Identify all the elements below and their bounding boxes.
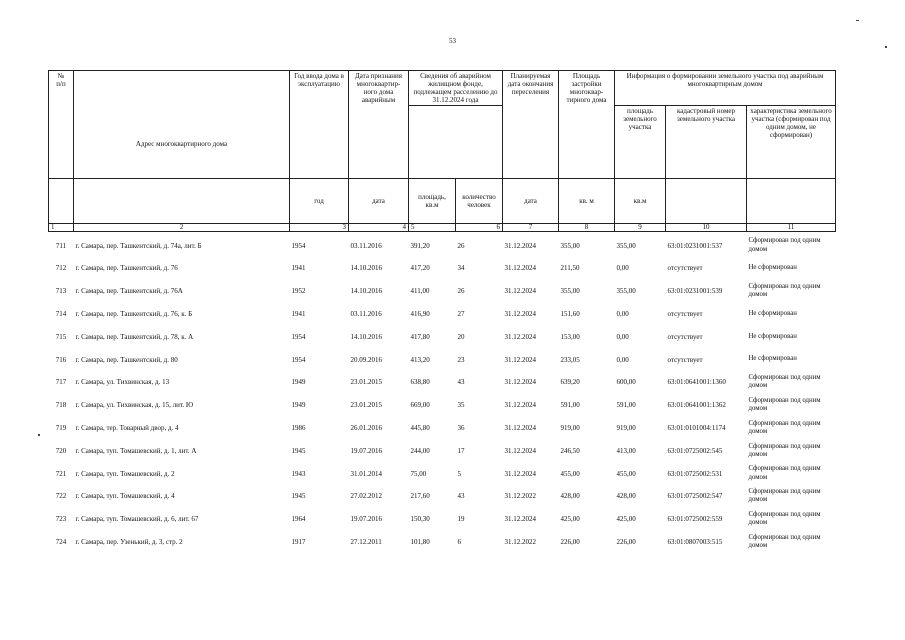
cell-cadastral-number: 63:01:0641001:1362: [667, 401, 726, 410]
cell-land-area: 355,00: [616, 241, 636, 250]
cell-year: 1986: [291, 423, 306, 432]
cell-cadastral-number: отсутствует: [667, 264, 703, 273]
cell-number: 720: [55, 446, 67, 455]
cell-year: 1941: [291, 309, 306, 318]
cell-planned-date: 31.12.2024: [504, 378, 537, 387]
header-col-address: Адрес многоквартирного дома: [74, 71, 290, 179]
cell-address: г. Самара, туп. Томашевский, д. 2: [75, 469, 175, 478]
header-unit-empty: [49, 179, 74, 224]
cell-recognition-date: 27.02.2012: [350, 492, 382, 501]
cell-area: 101,80: [410, 537, 430, 546]
table-row: [49, 348, 836, 371]
cell-address: г. Самара, тер. Товарный двор, д. 4: [75, 423, 179, 432]
cell-land-area: 919,00: [616, 423, 636, 432]
cell-land-status: Не сформирован: [748, 264, 797, 272]
cell-people-count: 26: [457, 241, 465, 250]
cell-land-status: Сформирован под одним домом: [748, 533, 821, 549]
cell-planned-date: 31.12.2024: [504, 309, 537, 318]
cell-year: 1952: [291, 287, 306, 296]
cell-land-status: Сформирован под одним домом: [748, 419, 821, 435]
cell-planned-date: 31.12.2022: [504, 537, 537, 546]
cell-area: 416,90: [410, 309, 430, 318]
cell-area: 413,20: [410, 355, 430, 364]
cell-area: 638,80: [410, 378, 430, 387]
table-row: [49, 325, 836, 348]
table-row: [49, 303, 836, 326]
table-row: [49, 508, 836, 531]
cell-planned-date: 31.12.2024: [504, 446, 537, 455]
header-col-recognition-date: Дата признания многоквартир-ного дома аварийным: [349, 71, 409, 179]
header-unit-sqm: кв. м: [559, 179, 615, 224]
table-row: [49, 394, 836, 417]
column-number: 8: [559, 224, 615, 232]
cell-cadastral-number: 63:01:0725002:531: [667, 469, 723, 478]
cell-year: 1964: [291, 515, 306, 524]
cell-area: 417,80: [410, 332, 430, 341]
cell-building-area: 226,00: [560, 537, 580, 546]
cell-year: 1954: [291, 332, 306, 341]
cell-number: 713: [55, 287, 67, 296]
header-col-planned-date: Планируемая дата окончания переселения: [503, 71, 559, 179]
cell-address: г. Самара, туп. Томашевский, д. 6, лит. 67: [75, 515, 199, 524]
cell-year: 1943: [291, 469, 306, 478]
cell-address: г. Самара, туп. Томашевский, д. 4: [75, 492, 175, 501]
cell-land-status: Сформирован под одним домом: [748, 237, 821, 253]
cell-people-count: 35: [457, 401, 465, 410]
cell-building-area: 153,00: [560, 332, 580, 341]
cell-building-area: 428,00: [560, 492, 580, 501]
cell-land-status: Сформирован под одним домом: [748, 397, 821, 413]
cell-number: 722: [55, 492, 67, 501]
cell-recognition-date: 19.07.2016: [350, 446, 382, 455]
header-col-cadastral: кадастровый номер земельного участка: [666, 106, 747, 179]
cell-year: 1917: [291, 537, 306, 546]
table-row: [49, 531, 836, 554]
cell-area: 669,00: [410, 401, 430, 410]
cell-year: 1949: [291, 401, 306, 410]
cell-number: 716: [55, 355, 67, 364]
cell-cadastral-number: отсутствует: [667, 355, 703, 364]
cell-planned-date: 31.12.2024: [504, 332, 537, 341]
header-col-no: № п/п: [49, 71, 74, 179]
cell-year: 1941: [291, 264, 306, 273]
cell-people-count: 6: [457, 537, 461, 546]
cell-planned-date: 31.12.2024: [504, 287, 537, 296]
cell-land-status: Сформирован под одним домом: [748, 488, 821, 504]
table-header: [49, 71, 836, 232]
table-row: [49, 257, 836, 280]
cell-people-count: 5: [457, 469, 461, 478]
cell-building-area: 151,60: [560, 309, 580, 318]
cell-land-status: Не сформирован: [748, 332, 797, 340]
cell-cadastral-number: 63:01:0725002:559: [667, 515, 723, 524]
column-number-row: [49, 224, 836, 232]
cell-address: г. Самара, пер. Ташкентский, д. 76, к. Б: [75, 309, 193, 318]
table-row: [49, 485, 836, 508]
cell-planned-date: 31.12.2024: [504, 423, 537, 432]
cell-people-count: 26: [457, 287, 465, 296]
cell-year: 1945: [291, 492, 306, 501]
table-row: [49, 371, 836, 394]
cell-land-status: Не сформирован: [748, 355, 797, 363]
cell-planned-date: 31.12.2024: [504, 401, 537, 410]
cell-area: 411,00: [410, 287, 430, 296]
cell-building-area: 246,50: [560, 446, 580, 455]
cell-number: 711: [55, 241, 67, 250]
cell-number: 721: [55, 469, 67, 478]
cell-land-status: Не сформирован: [748, 309, 797, 317]
cell-address: г. Самара, туп. Томашевский, д. 1, лит. А: [75, 446, 197, 455]
cell-building-area: 211,50: [560, 264, 580, 273]
cell-area: 417,20: [410, 264, 430, 273]
cell-cadastral-number: 63:01:0641001:1360: [667, 378, 726, 387]
column-number: 7: [503, 224, 559, 232]
column-number: 11: [747, 224, 836, 232]
cell-recognition-date: 31.01.2014: [350, 469, 382, 478]
cell-land-area: 0,00: [616, 355, 629, 364]
cell-cadastral-number: 63:01:0725002:547: [667, 492, 723, 501]
cell-area: 75,00: [410, 469, 427, 478]
cell-people-count: 19: [457, 515, 465, 524]
cell-land-status: Сформирован под одним домом: [748, 374, 821, 390]
cell-cadastral-number: отсутствует: [667, 309, 703, 318]
cell-recognition-date: 03.11.2016: [350, 241, 382, 250]
header-unit-empty: [666, 179, 747, 224]
cell-recognition-date: 23.01.2015: [350, 401, 382, 410]
cell-cadastral-number: 63:01:0807003:515: [667, 537, 723, 546]
column-number: 3: [290, 224, 349, 232]
cell-land-area: 0,00: [616, 309, 629, 318]
cell-address: г. Самара, ул. Тихвинская, д. 15, лит. Ю: [75, 401, 194, 410]
cell-number: 718: [55, 401, 67, 410]
cell-planned-date: 31.12.2024: [504, 469, 537, 478]
cell-recognition-date: 26.01.2016: [350, 423, 382, 432]
cell-people-count: 34: [457, 264, 465, 273]
cell-recognition-date: 14.10.2016: [350, 332, 382, 341]
cell-address: г. Самара, пер. Ташкентский, д. 80: [75, 355, 178, 364]
table-row: [49, 462, 836, 485]
column-number: 9: [615, 224, 666, 232]
cell-number: 714: [55, 309, 67, 318]
cell-number: 719: [55, 423, 67, 432]
table-row: [49, 232, 836, 257]
cell-year: 1949: [291, 378, 306, 387]
cell-land-area: 428,00: [616, 492, 636, 501]
column-number: 5: [409, 224, 456, 232]
cell-number: 715: [55, 332, 67, 341]
header-unit-empty: [74, 179, 290, 224]
cell-area: 150,30: [410, 515, 430, 524]
header-unit-date: дата: [349, 179, 409, 224]
cell-building-area: 639,20: [560, 378, 580, 387]
cell-year: 1954: [291, 355, 306, 364]
cell-cadastral-number: 63:01:0231001:539: [667, 287, 723, 296]
cell-area: 244,00: [410, 446, 430, 455]
cell-recognition-date: 19.07.2016: [350, 515, 382, 524]
cell-people-count: 27: [457, 309, 465, 318]
cell-planned-date: 31.12.2024: [504, 241, 537, 250]
cell-address: г. Самара, пер. Ташкентский, д. 76: [75, 264, 178, 273]
cell-land-area: 591,00: [616, 401, 636, 410]
header-unit-sqm2: кв.м: [615, 179, 666, 224]
cell-land-area: 455,00: [616, 469, 636, 478]
cell-number: 717: [55, 378, 67, 387]
cell-cadastral-number: 63:01:0725002:545: [667, 446, 723, 455]
table-body: [49, 232, 836, 554]
header-col-building-area: Площадь застройки многоквар-тирного дома: [559, 71, 615, 179]
cell-number: 724: [55, 537, 67, 546]
page-number: 53: [449, 37, 456, 45]
cell-people-count: 23: [457, 355, 465, 364]
cell-land-area: 413,00: [616, 446, 636, 455]
cell-recognition-date: 14.10.2016: [350, 264, 382, 273]
cell-building-area: 233,05: [560, 355, 580, 364]
header-unit-year: год: [290, 179, 349, 224]
cell-building-area: 425,00: [560, 515, 580, 524]
cell-building-area: 355,00: [560, 241, 580, 250]
cell-address: г. Самара, пер. Ташкентский, д. 76А: [75, 287, 183, 296]
cell-recognition-date: 14.10.2016: [350, 287, 382, 296]
cell-recognition-date: 20.09.2016: [350, 355, 382, 364]
cell-recognition-date: 27.12.2011: [350, 537, 382, 546]
cell-address: г. Самара, ул. Тихвинская, д. 13: [75, 378, 170, 387]
cell-number: 723: [55, 515, 67, 524]
cell-people-count: 43: [457, 378, 465, 387]
cell-building-area: 355,00: [560, 287, 580, 296]
table-row: [49, 439, 836, 462]
cell-cadastral-number: 63:01:0231001:537: [667, 241, 723, 250]
cell-land-status: Сформирован под одним домом: [748, 442, 821, 458]
header-group-fund: Сведения об аварийном жилищном фонде, подлежащем расселению до 31.12.2024 года: [409, 71, 503, 106]
header-unit-date2: дата: [503, 179, 559, 224]
column-number: 1: [49, 224, 74, 232]
cell-planned-date: 31.12.2024: [504, 515, 537, 524]
cell-planned-date: 31.12.2024: [504, 355, 537, 364]
cell-land-area: 355,00: [616, 287, 636, 296]
column-number: 10: [666, 224, 747, 232]
column-number: 6: [456, 224, 503, 232]
header-fund-spacer: [409, 106, 503, 179]
cell-land-area: 226,00: [616, 537, 636, 546]
cell-land-area: 600,00: [616, 378, 636, 387]
cell-cadastral-number: 63:01:0101004:1174: [667, 423, 726, 432]
cell-people-count: 43: [457, 492, 465, 501]
column-number: 2: [74, 224, 290, 232]
cell-recognition-date: 23.01.2015: [350, 378, 382, 387]
scan-mark: [38, 434, 40, 436]
header-col-characteristic: характеристика земельного участка (сформирован под одним домом, не сформирован): [747, 106, 836, 179]
cell-address: г. Самара, пер. Узенький, д. 3, стр. 2: [75, 537, 183, 546]
header-unit-empty: [747, 179, 836, 224]
table-row: [49, 417, 836, 440]
cell-building-area: 919,00: [560, 423, 580, 432]
cell-land-area: 0,00: [616, 332, 629, 341]
cell-area: 445,80: [410, 423, 430, 432]
cell-number: 712: [55, 264, 67, 273]
cell-recognition-date: 03.11.2016: [350, 309, 382, 318]
cell-people-count: 17: [457, 446, 465, 455]
cell-land-area: 425,00: [616, 515, 636, 524]
header-unit-area: площадь, кв.м: [409, 179, 456, 224]
header-col-year: Год ввода дома в эксплуатацию: [290, 71, 349, 179]
cell-planned-date: 31.12.2022: [504, 492, 537, 501]
cell-land-status: Сформирован под одним домом: [748, 510, 821, 527]
cell-building-area: 455,00: [560, 469, 580, 478]
scan-mark: [885, 46, 887, 48]
header-col-land-area: площадь земельного участка: [615, 106, 666, 179]
cell-land-status: Сформирован под одним домом: [748, 283, 821, 299]
cell-address: г. Самара, пер. Ташкентский, д. 78, к. А: [75, 332, 194, 341]
cell-year: 1954: [291, 241, 306, 250]
cell-people-count: 36: [457, 423, 465, 432]
cell-year: 1945: [291, 446, 306, 455]
cell-building-area: 591,00: [560, 401, 580, 410]
header-group-land: Информация о формировании земельного участка под аварийным многоквартирным домом: [615, 71, 836, 106]
cell-planned-date: 31.12.2024: [504, 264, 537, 273]
scan-mark: [856, 20, 859, 21]
header-unit-count: количество человек: [456, 179, 503, 224]
cell-area: 391,20: [410, 241, 430, 250]
cell-people-count: 20: [457, 332, 465, 341]
cell-land-status: Сформирован под одним домом: [748, 465, 821, 481]
table-row: [49, 280, 836, 303]
cell-address: г. Самара, пер. Ташкентский, д. 74а, лит. Б: [75, 241, 202, 250]
column-number: 4: [349, 224, 409, 232]
cell-cadastral-number: отсутствует: [667, 332, 703, 341]
housing-register-table: [48, 70, 836, 553]
cell-land-area: 0,00: [616, 264, 629, 273]
cell-area: 217,60: [410, 492, 430, 501]
